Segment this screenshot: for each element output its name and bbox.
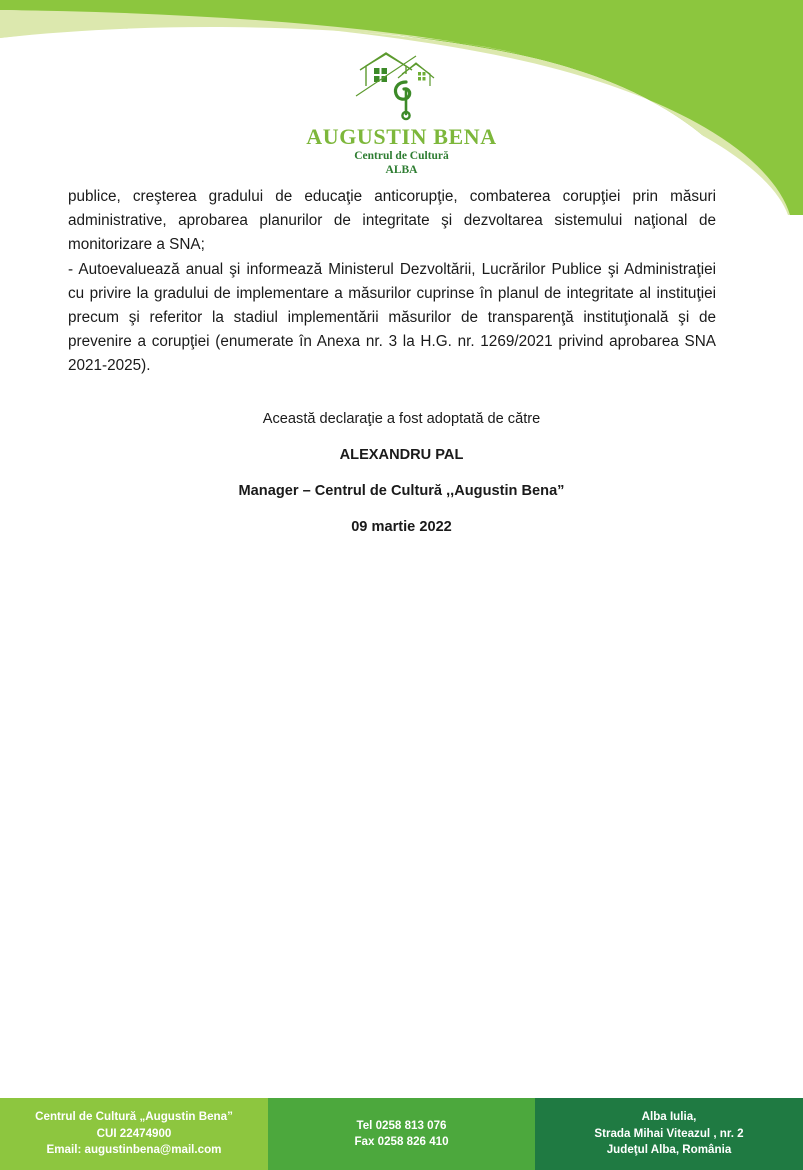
footer-address-cell xyxy=(535,1098,803,1170)
organization-logo xyxy=(0,52,803,178)
logo-title: AUGUSTIN BENA xyxy=(306,124,497,149)
document-body xyxy=(68,185,716,379)
signature-date: 09 martie 2022 xyxy=(351,519,452,535)
footer-organization-cell xyxy=(0,1098,268,1170)
footer-org-name: Centrul de Cultură „Augustin Bena” xyxy=(35,1110,233,1124)
logo-subtitle-line1: Centrul de Cultură xyxy=(354,150,449,163)
signature-block xyxy=(0,408,803,538)
signature-intro: Această declaraţie a fost adoptată de către xyxy=(262,411,541,427)
signature-role: Manager – Centrul de Cultură ,,Augustin Bena” xyxy=(238,483,565,499)
logo-subtitle-line2: ALBA xyxy=(385,164,418,177)
footer-street: Strada Mihai Viteazul , nr. 2 xyxy=(594,1126,744,1140)
footer-org-cui: CUI 22474900 xyxy=(96,1126,172,1140)
footer-org-email[interactable]: Email: augustinbena@mail.com xyxy=(46,1143,222,1157)
paragraph-public-measures: publice, creşterea gradului de educaţie anticorupţie, combaterea corupţiei prin măsuri administrative, aprobarea planurilor de integritate şi dezvoltarea sistemului naţional de monitorizare a SNA; xyxy=(68,188,716,254)
footer-fax: Fax 0258 826 410 xyxy=(354,1135,449,1148)
page-footer xyxy=(0,1098,803,1170)
house-with-music-note-icon xyxy=(342,52,462,124)
paragraph-self-evaluation: - Autoevaluează anual şi informează Ministerul Dezvoltării, Lucrărilor Publice şi Administraţiei cu privire la gradului de implementare a măsurilor cuprinse în planul de integritate al instituţiei precum şi referitor la stadiul implementării măsurilor de transparenţă instituţională şi de prevenire a corupţiei (enumerate în Anexa nr. 3 la H.G. nr. 1269/2021 privind aprobarea SNA 2021-2025). xyxy=(68,260,716,375)
footer-telephone: Tel 0258 813 076 xyxy=(356,1118,447,1132)
signature-name: ALEXANDRU PAL xyxy=(339,447,464,463)
footer-county: Judeţul Alba, România xyxy=(606,1143,732,1157)
footer-city: Alba Iulia, xyxy=(641,1110,697,1124)
footer-contact-cell xyxy=(268,1098,535,1170)
